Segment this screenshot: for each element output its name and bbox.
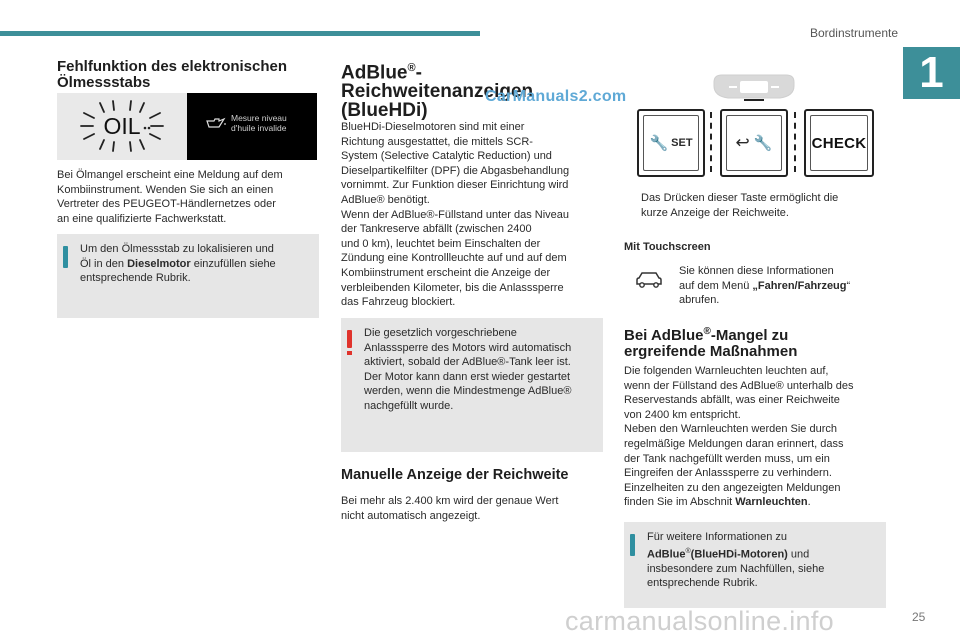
page-number: 25 [912,610,926,624]
touchscreen-label: Mit Touchscreen [624,241,711,253]
dipstick-info-text: Um den Ölmessstab zu lokalisieren und Öl in den Dieselmotor einzufüllen siehe entsprechende Rubrik. [80,243,276,285]
check-button: CHECK [804,109,874,177]
footer-site-watermark: carmanualsonline.info [565,606,834,636]
header-accent-bar [0,31,480,36]
oil-warning-lamp-icon [57,93,187,160]
touchscreen-text: Sie können diese Informationen auf dem Menü „Fahren/Fahrzeug“ abrufen. [679,265,851,307]
adblue-shortage-title: Bei AdBlue®-Mangel zu ergreifende Maßnahmen [624,326,798,360]
set-button: 🔧 SET [637,109,705,177]
warning-icon [347,330,352,348]
info-icon [630,534,635,556]
info-icon [63,246,68,268]
oil-dipstick-title: Fehlfunktion des elektronischen Ölmessstabs [57,58,288,91]
chapter-number-tab: 1 [903,47,960,99]
starting-lock-warning [341,318,603,452]
starting-lock-text: Die gesetzlich vorgeschriebene Anlasssperre des Motors wird automatisch aktiviert, sobald der AdBlue®-Tank leer ist. Der Motor kann dann erst wieder gestartet werden, wenn die Mindestmenge AdBlue® nachgefüllt wurde. [364,327,572,412]
instrument-display-screen [187,93,317,160]
dipstick-info-note [57,234,319,318]
adblue-body: BlueHDi-Dieselmotoren sind mit einer Richtung ausgestattet, die mittels SCR- System (Selective Catalytic Reduction) und Dieselpartikelfilter (DPF) die Abgasbehandlung vornimmt. Zur Funktion dieser Einrichtung wird AdBlue® benötigt. Wenn der AdBlue®-Füllstand unter das Niveau der Tankreserve abfällt (zwischen 2400 und 0 km), leuchtet beim Einschalten der Zündung eine Kontrollleuchte auf und auf dem Kombiinstrument erscheint die Anzeige der verbleibenden Kilometer, bis die Anlasssperre das Fahrzeug blockiert. [341,121,570,309]
adblue-title: AdBlue®- Reichweitenanzeigen (BlueHDi) [341,62,534,122]
wrench-icon: 🔧 [753,135,773,152]
adblue-info-text: Für weitere Informationen zu AdBlue®(BlueHDi-Motoren) und insbesondere zum Nachfüllen, siehe entsprechende Rubrik. [647,531,825,590]
button-press-text: Das Drücken dieser Taste ermöglicht die kurze Anzeige der Reichweite. [641,192,839,219]
oil-warning-body: Bei Ölmangel erscheint eine Meldung auf dem Kombiinstrument. Wenden Sie sich an einen Vertreter des PEUGEOT-Händlernetzes oder an eine qualifizierte Fachwerkstatt. [57,169,283,225]
return-arrow-icon: ↩ [735,133,750,152]
oil-warning-figure [57,93,317,160]
wrench-icon: 🔧 [649,135,669,152]
adblue-shortage-body: Die folgenden Warnleuchten leuchten auf, wenn der Füllstand des AdBlue® unterhalb des Reservestands abfällt, was einer Reichweite von 2400 km entspricht. Neben den Warnleuchten werden Sie durch regelmäßige Meldungen daran erinnert, dass der Tank nachgefüllt werden muss, um ein Eingreifen der Anlasssperre zu verhindern. Einzelheiten zu den angezeigten Meldungen finden Sie im Abschnit Warnleuchten. [624,365,854,509]
manual-range-title: Manuelle Anzeige der Reichweite [341,467,569,483]
oil-can-icon [205,115,227,129]
section-name: Bordinstrumente [809,26,898,40]
car-icon [634,270,664,290]
adblue-info-note [624,522,886,608]
oil-symbol-text: OIL [103,113,141,139]
return-button [720,109,788,177]
instrument-panel-icon [710,72,798,102]
manual-range-body: Bei mehr als 2.400 km wird der genaue Wert nicht automatisch angezeigt. [341,495,559,522]
display-message: Mesure niveau d'huile invalide [231,113,287,133]
watermark-logo: CarManuals2.com [485,88,627,105]
